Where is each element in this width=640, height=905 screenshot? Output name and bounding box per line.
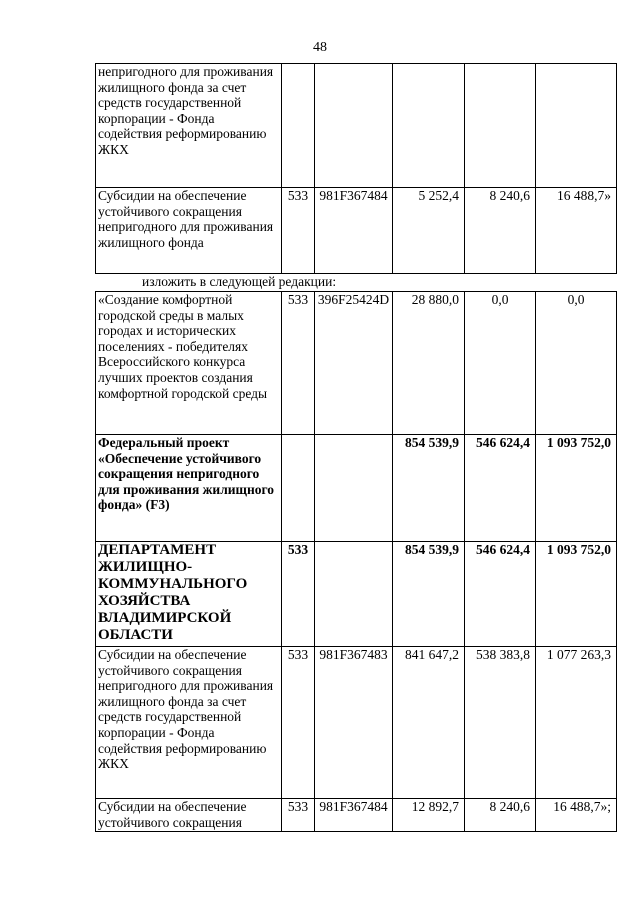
row-value-2: 8 240,6 — [465, 799, 536, 832]
page-number: 48 — [313, 40, 327, 55]
row-code — [315, 542, 393, 647]
row-value-3: 1 093 752,0 — [536, 542, 617, 647]
row-value-1 — [393, 64, 465, 188]
row-value-1: 854 539,9 — [393, 435, 465, 542]
row-value-3: 1 093 752,0 — [536, 435, 617, 542]
row-gr: 533 — [282, 542, 315, 647]
row-gr: 533 — [282, 292, 315, 435]
row-value-2: 538 383,8 — [465, 647, 536, 799]
edit-instruction: изложить в следующей редакции: — [142, 274, 337, 289]
row-value-3: 1 077 263,3 — [536, 647, 617, 799]
table-row — [96, 188, 617, 274]
row-code: 981F367484 — [315, 188, 393, 274]
table-row — [96, 292, 617, 435]
table-row — [96, 647, 617, 799]
row-name: Субсидии на обеспечение устойчивого сокращения непригодного для проживания жилищного фонда за счет средств государственной корпорации - Фонда содействия реформированию ЖКХ — [96, 647, 282, 799]
table-row — [96, 542, 617, 647]
row-code: 396F25424D — [315, 292, 393, 435]
row-code — [315, 64, 393, 188]
row-value-2: 546 624,4 — [465, 435, 536, 542]
row-gr — [282, 435, 315, 542]
row-name: Субсидии на обеспечение устойчивого сокращения — [96, 799, 282, 832]
row-value-1: 854 539,9 — [393, 542, 465, 647]
row-name: ДЕПАРТАМЕНТ ЖИЛИЩНО-КОММУНАЛЬНОГО ХОЗЯЙСТВА ВЛАДИМИРСКОЙ ОБЛАСТИ — [96, 542, 282, 647]
row-value-1: 12 892,7 — [393, 799, 465, 832]
row-gr: 533 — [282, 647, 315, 799]
row-name: «Создание комфортной городской среды в малых городах и исторических поселениях - победителях Всероссийского конкурса лучших проектов создания комфортной городской среды — [96, 292, 282, 435]
row-gr: 533 — [282, 799, 315, 832]
table-row — [96, 799, 617, 832]
table-row — [96, 64, 617, 188]
row-code: 981F367483 — [315, 647, 393, 799]
row-value-1: 28 880,0 — [393, 292, 465, 435]
budget-table-old-fragment — [95, 63, 617, 274]
row-gr: 533 — [282, 188, 315, 274]
row-value-3 — [536, 64, 617, 188]
budget-table-new-fragment — [95, 291, 617, 832]
row-value-2: 0,0 — [465, 292, 536, 435]
row-code — [315, 435, 393, 542]
row-gr — [282, 64, 315, 188]
row-value-2 — [465, 64, 536, 188]
row-value-3: 16 488,7» — [536, 188, 617, 274]
row-value-1: 5 252,4 — [393, 188, 465, 274]
row-value-3: 16 488,7»; — [536, 799, 617, 832]
row-value-2: 8 240,6 — [465, 188, 536, 274]
row-code: 981F367484 — [315, 799, 393, 832]
row-value-2: 546 624,4 — [465, 542, 536, 647]
row-value-1: 841 647,2 — [393, 647, 465, 799]
row-value-3: 0,0 — [536, 292, 617, 435]
table-row — [96, 435, 617, 542]
row-name: непригодного для проживания жилищного фонда за счет средств государственной корпорации - Фонда содействия реформированию ЖКХ — [96, 64, 282, 188]
row-name: Федеральный проект «Обеспечение устойчивого сокращения непригодного для проживания жилищного фонда» (F3) — [96, 435, 282, 542]
row-name: Субсидии на обеспечение устойчивого сокращения непригодного для проживания жилищного фонда — [96, 188, 282, 274]
